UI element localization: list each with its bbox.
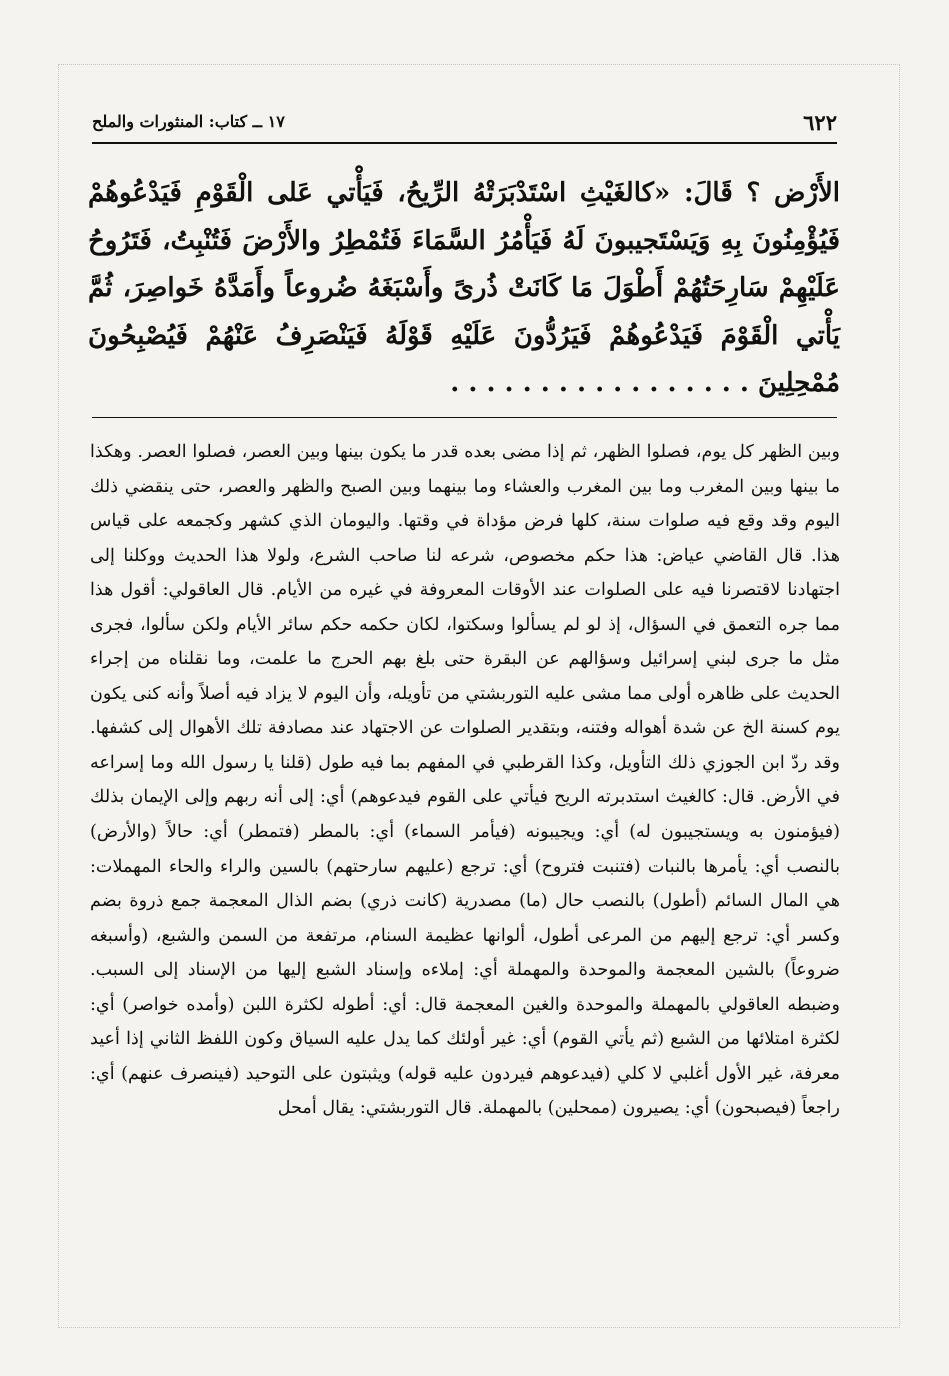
commentary-body: [90, 435, 840, 1126]
page-header: [92, 104, 837, 144]
commentary-text: وبين الظهر كل يوم، فصلوا الظهر، ثم إذا مضى بعده قدر ما يكون بينها وبين العصر، فصلوا العصر. وهكذا ما بينها وبين المغرب وما بين المغرب والعشاء وما بينهما وبين الصبح والظهر والعصر، حتى ينقضي ذلك اليوم وقد وقع فيه صلوات سنة، كلها فرض مؤداة في وقتها. واليومان الذي كشهر وكجمعه على قياس هذا. قال القاضي عياض: هذا حكم مخصوص، شرعه لنا صاحب الشرع، ولولا هذا الحديث ووكلنا إلى اجتهادنا لاقتصرنا فيه على الصلوات عند الأوقات المعروفة في غيره من الأيام. قال العاقولي: أقول هذا مما جره التعمق في السؤال، إذ لو لم يسألوا وسكتوا، لكان حكمه حكم سائر الأيام ولكن سألوا، فجرى مثل ما جرى لبني إسرائيل وسؤالهم عن البقرة حتى بلغ بهم الحرج ما علمت، وما نقلناه من إجراء الحديث على ظاهره أولى مما مشى عليه التوربشتي من تأويله، وأن اليوم لا يزاد فيه أصلاً وأنه كنى يكون يوم كسنة الخ عن شدة أهواله وفتنه، وبتقدير الصلوات عن الاجتهاد عند مصادفة تلك الأهوال إلى كشفها. وقد ردّ ابن الجوزي ذلك التأويل، وكذا القرطبي في المفهم بما فيه طول (قلنا يا رسول الله وما إسراعه في الأرض. قال: كالغيث استدبرته الريح فيأتي على القوم فيدعوهم) أي: إلى أنه ربهم وإلى الإيمان بذلك (فيؤمنون به ويستجيبون له) أي: ويجيبونه (فيأمر السماء) أي: بالمطر (فتمطر) أي: حالاً (والأرض) بالنصب أي: يأمرها بالنبات (فتنبت فتروح) أي: ترجع (عليهم سارحتهم) بالسين والراء والحاء المهملات: هي المال السائم (أطول) بالنصب حال (ما) مصدرية (كانت ذري) بضم الذال المعجمة جمع ذروة بضم وكسر أي: ترجع إليهم من المرعى أطول، ألوانها عظيمة السنام، مرتفعة من السمن والشبع، (وأسبغه ضروعاً) بالشين المعجمة والموحدة والمهملة أي: إملاءه وإسناد الشبع إليها من الإسناد إلى السبب. وضبطه العاقولي بالمهملة والموحدة والغين المعجمة قال: أي: أطوله لكثرة اللبن (وأمده خواصر) أي: لكثرة امتلائها من الشبع (ثم يأتي القوم) أي: غير أولئك كما يدل عليه السياق وكون اللفظ الثاني إذا أعيد معرفة، غير الأول أغلبي لا كلي (فيدعوهم فيردون عليه قوله) ويثبتون على التوحيد (فينصرف عنهم) أي: راجعاً (فيصبحون) أي: يصيرون (ممحلين) بالمهملة. قال التوربشتي: يقال أمحل: [90, 442, 840, 1119]
page-number: ٦٢٢: [803, 110, 837, 135]
hadith-text: الأَرْض ؟ قَالَ: «كالغَيْثِ اسْتَدْبَرَتْهُ الرِّيحُ، فَيَأْتي عَلى الْقَوْمِ فَيَدْعُوهُمْ فَيُؤْمِنُونَ بِهِ وَيَسْتَجيبونَ لَهُ فَيَأْمُرُ السَّمَاءَ فَتُمْطِرُ والأَرْضَ فَتُنْبِتُ، فَتَرُوحُ عَلَيْهِمْ سَارِحَتُهُمْ أَطْوَلَ مَا كَانَتْ ذُرىً وأَسْبَغَهُ ضُروعاً وأَمَدَّهُ خَواصِرَ، ثُمَّ يَأْتي الْقَوْمَ فَيَدْعُوهُمْ فَيَرُدُّونَ عَلَيْهِ قَوْلَهُ فَيَنْصَرِفُ عَنْهُمْ فَيُصْبِحُونَ مُمْحِلِينَ . . . . . . . . . . . . . . . . .: [88, 178, 840, 398]
footnote-divider: [92, 417, 837, 418]
header-divider: [92, 142, 837, 144]
running-title: ١٧ ــ كتاب: المنثورات والملح: [92, 112, 285, 131]
